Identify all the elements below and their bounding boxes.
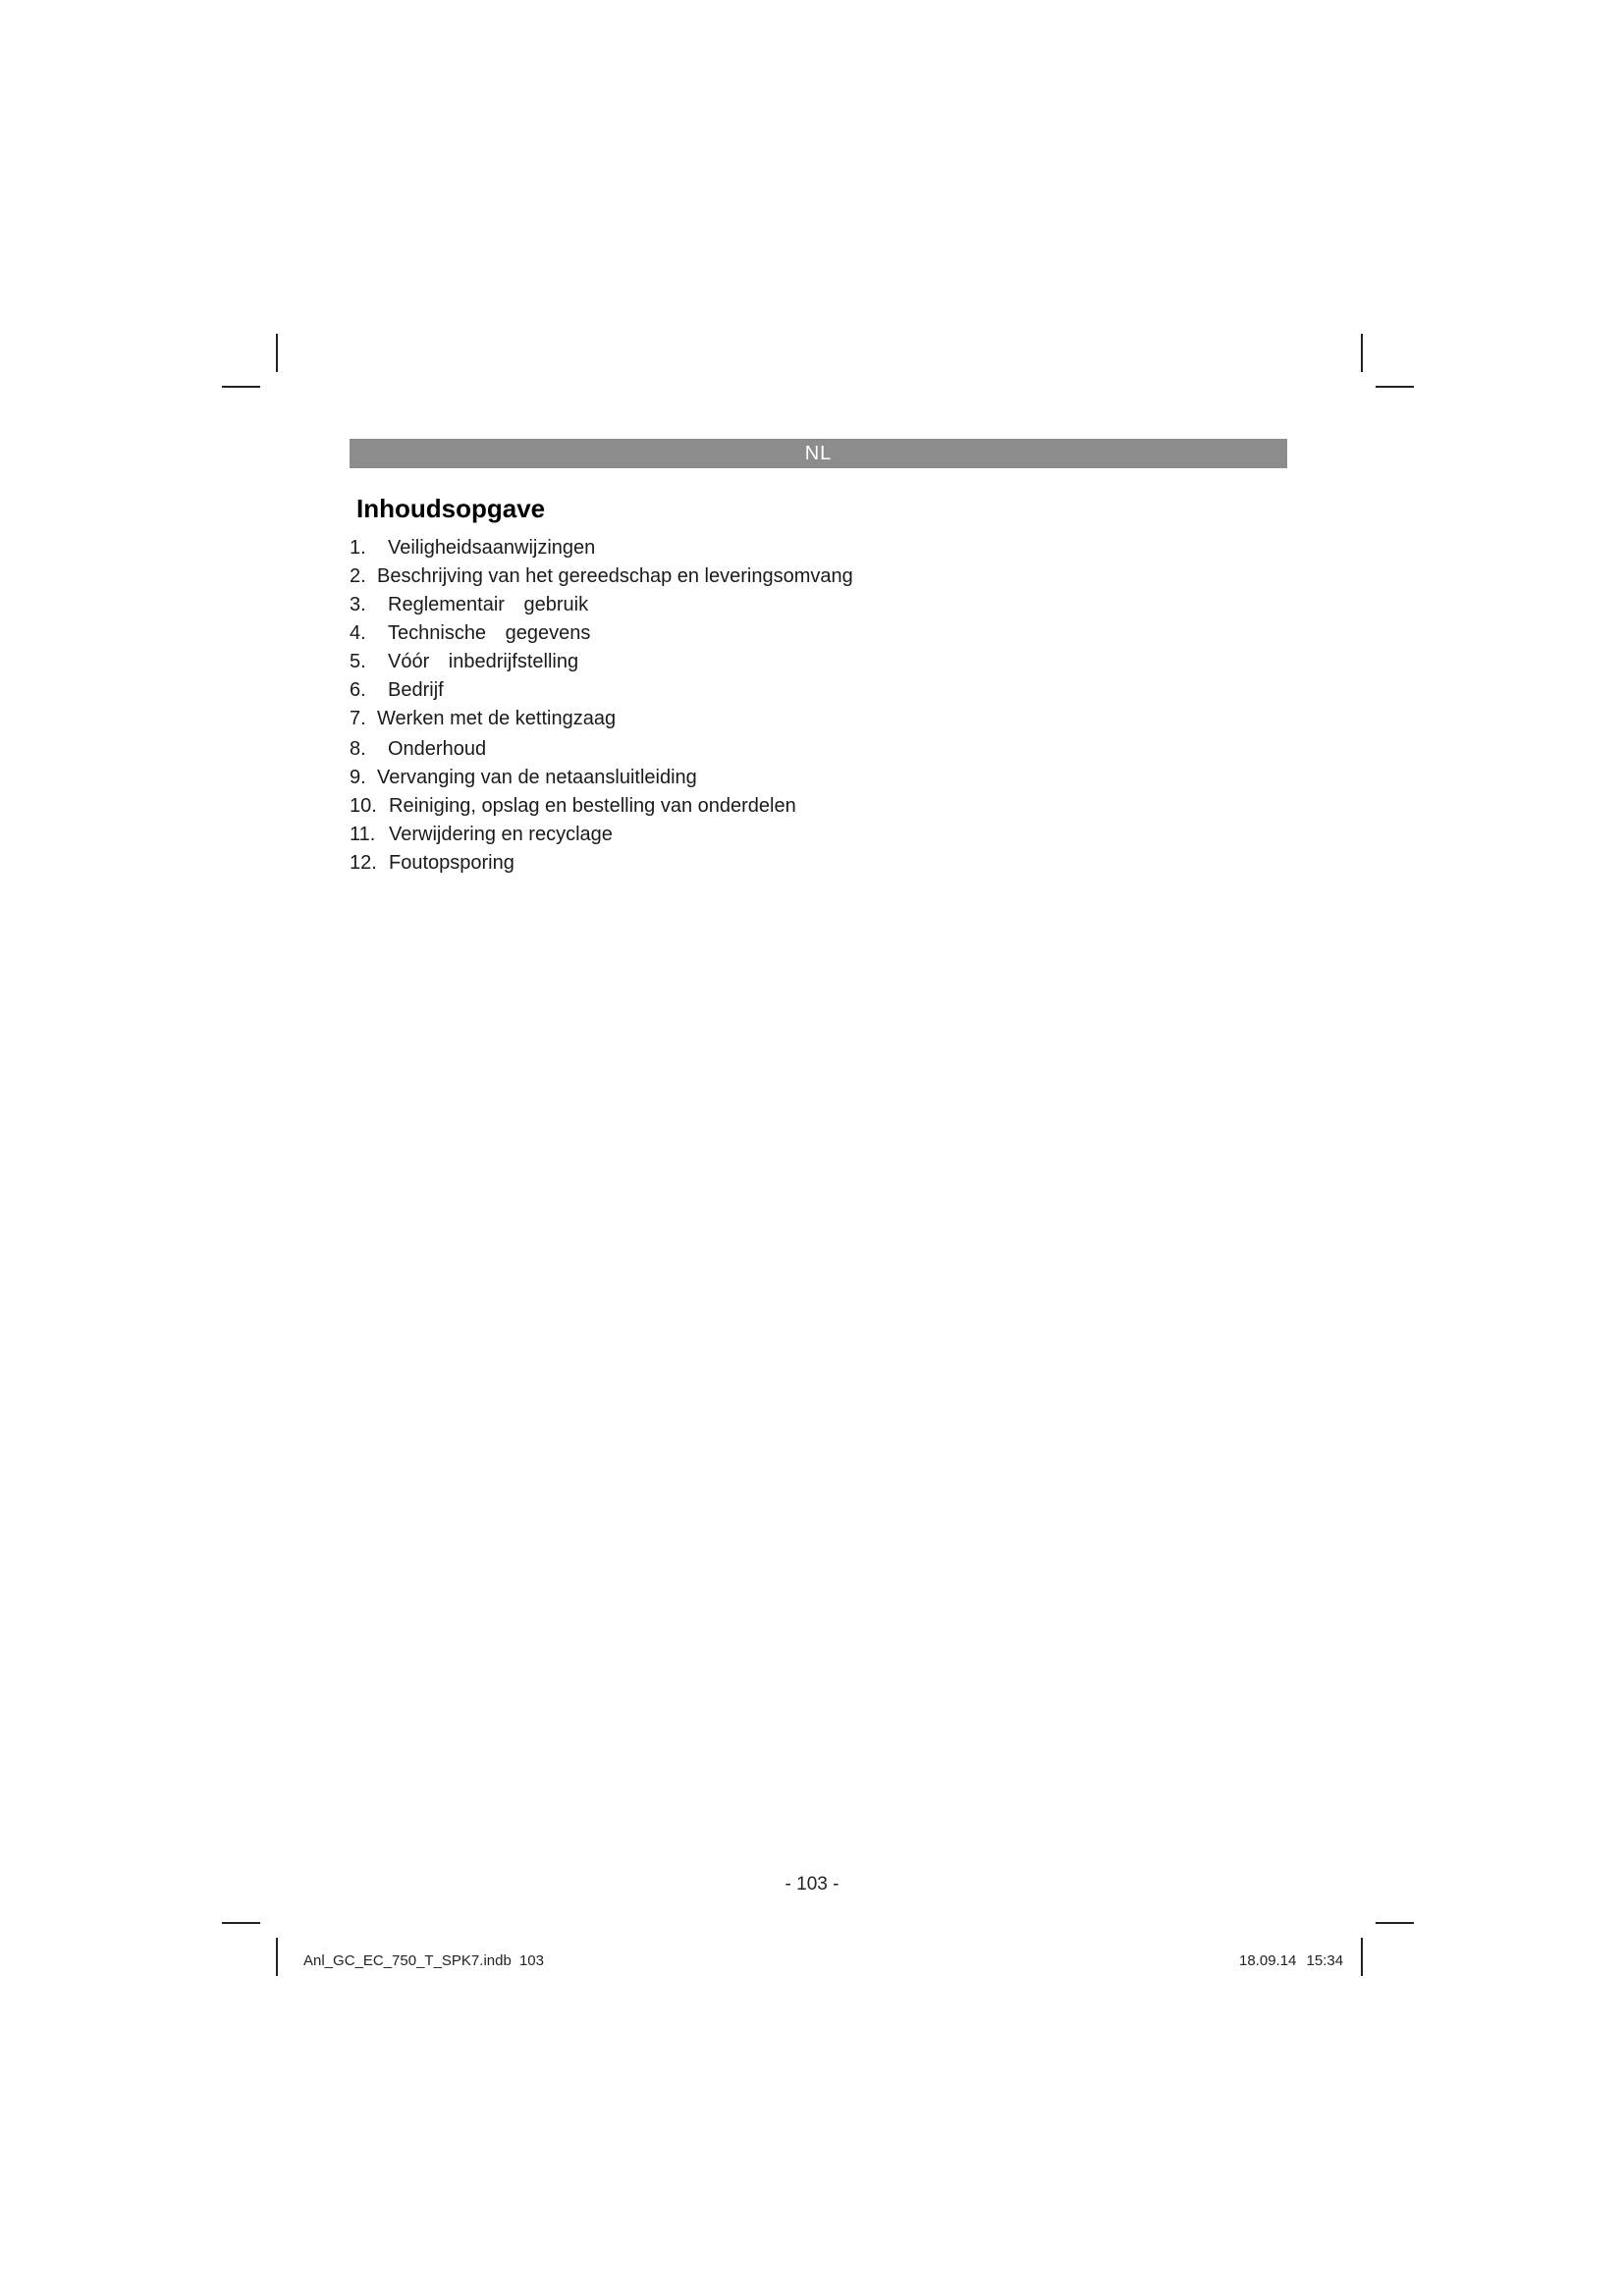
toc-item-label: Beschrijving van het gereedschap en leveringsomvang xyxy=(377,565,853,587)
page-number: - 103 - xyxy=(785,1874,839,1895)
toc-item-label: Veiligheidsaanwijzingen xyxy=(388,537,596,559)
toc-item-number: 7. xyxy=(350,708,366,729)
toc-item-label: Reglementair gebruik xyxy=(388,594,589,615)
toc-item-label: Bedrijf xyxy=(388,679,444,701)
toc-item xyxy=(350,648,853,676)
toc-item xyxy=(350,676,853,705)
crop-mark xyxy=(276,334,278,372)
toc-item-label: Onderhoud xyxy=(388,738,487,760)
crop-mark xyxy=(276,1938,278,1976)
toc-item-number: 11. xyxy=(350,824,376,845)
toc-item-number: 3. xyxy=(350,594,366,615)
toc-item-number: 12. xyxy=(350,852,377,874)
toc-item xyxy=(350,733,853,764)
toc-item xyxy=(350,705,853,733)
table-of-contents xyxy=(350,534,853,878)
toc-item-number: 10. xyxy=(350,795,377,817)
toc-item-label: Technische gegevens xyxy=(388,622,591,644)
toc-item xyxy=(350,534,853,562)
print-timestamp: 18.09.14 15:34 xyxy=(1239,1952,1344,1969)
toc-item-number: 8. xyxy=(350,738,366,760)
toc-item-label: Foutopsporing xyxy=(389,852,514,874)
toc-item xyxy=(350,562,853,591)
toc-item xyxy=(350,792,853,821)
toc-item-label: Vóór inbedrijfstelling xyxy=(388,651,579,672)
toc-item-label: Reiniging, opslag en bestelling van onderdelen xyxy=(389,795,796,817)
toc-item xyxy=(350,764,853,792)
toc-item-number: 4. xyxy=(350,622,366,644)
crop-mark xyxy=(1361,334,1363,372)
toc-item-number: 6. xyxy=(350,679,366,701)
crop-mark xyxy=(1376,1922,1414,1924)
crop-mark xyxy=(1361,1938,1363,1976)
language-tab: NL xyxy=(350,439,1287,468)
toc-item-label: Werken met de kettingzaag xyxy=(377,708,617,729)
toc-item-label: Vervanging van de netaansluitleiding xyxy=(377,767,697,788)
toc-item xyxy=(350,619,853,648)
toc-item-number: 1. xyxy=(350,537,366,559)
toc-item xyxy=(350,591,853,619)
toc-item xyxy=(350,821,853,849)
toc-item-number: 9. xyxy=(350,767,366,788)
toc-item-label: Verwijdering en recyclage xyxy=(389,824,613,845)
toc-item-number: 2. xyxy=(350,565,366,587)
toc-item xyxy=(350,849,853,878)
toc-item-number: 5. xyxy=(350,651,366,672)
crop-mark xyxy=(222,386,260,388)
crop-mark xyxy=(222,1922,260,1924)
file-info: Anl_GC_EC_750_T_SPK7.indb 103 xyxy=(303,1952,544,1969)
crop-mark xyxy=(1376,386,1414,388)
page-title: Inhoudsopgave xyxy=(356,494,546,523)
